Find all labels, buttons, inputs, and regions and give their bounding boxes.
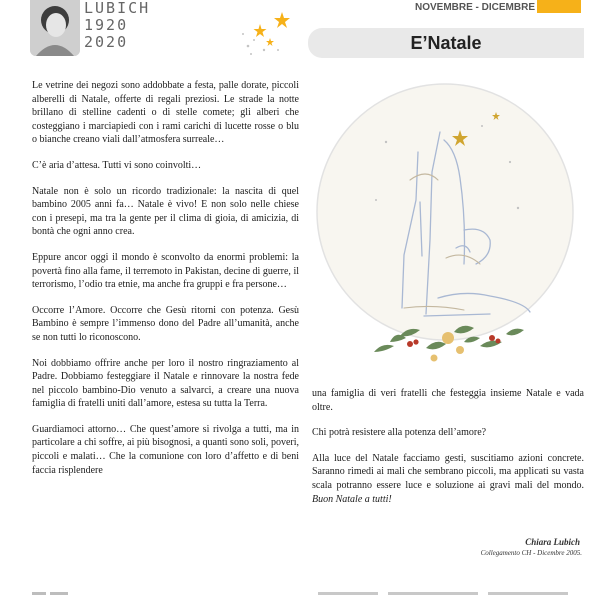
paragraph bbox=[312, 452, 584, 506]
title-bar bbox=[308, 28, 584, 58]
paragraph: Natale non è solo un ricordo tradizionale: la nascita di quel bambino 2005 anni fa… Natale è vivo! E non solo nelle chiese con i presepi, ma tra la gente per il clima di gioia, di amicizia, di bontà che ogni anno crea. bbox=[32, 185, 299, 238]
signature-name: Chiara Lubich bbox=[525, 537, 580, 547]
signature-source: Collegamento CH - Dicembre 2005. bbox=[480, 549, 582, 557]
closing-greeting: Buon Natale a tutti! bbox=[312, 493, 392, 505]
nativity-illustration bbox=[314, 80, 576, 368]
right-column bbox=[312, 387, 584, 518]
next-page-fragment bbox=[318, 591, 584, 597]
paragraph-text: Alla luce del Natale facciamo gesti, suscitiamo azioni concrete. Saranno rimedi ai mali che sembrano piccoli, ma applicati su vasta scala potranno essere luce e soluzione ai gravi mali del mondo. bbox=[312, 452, 584, 491]
month-tab bbox=[537, 0, 581, 13]
issue-month: NOVEMBRE - DICEMBRE bbox=[414, 2, 535, 13]
paragraph: Chi potrà resistere alla potenza dell’amore? bbox=[312, 427, 487, 439]
paragraph: Eppure ancor oggi il mondo è sconvolto da enormi problemi: la povertà fino alla fame, il terremoto in Pakistan, decine di guerre, il terrorismo, l’odio tra etnie, ma anche fra gruppi e fra persone… bbox=[32, 251, 299, 291]
paragraph: una famiglia di veri fratelli che festeggia insieme Natale e vada oltre. bbox=[312, 388, 584, 413]
page-title: E’Natale bbox=[410, 33, 482, 53]
brand-logo: LUBICH 1920 2020 bbox=[84, 0, 151, 51]
page-header bbox=[0, 0, 600, 62]
paragraph: Occorre l’Amore. Occorre che Gesù ritorni con potenza. Gesù Bambino è sempre l’immenso dono del Padre all’umanità, anche se non tutti lo riconoscono. bbox=[32, 304, 299, 343]
stars-decoration bbox=[238, 10, 298, 58]
portrait-photo bbox=[30, 0, 80, 56]
paragraph: Le vetrine dei negozi sono addobbate a festa, palle dorate, piccoli alberelli di Natale, offerte di regali preziosi. Le strade la notte brillano di stelline cadenti o di stelle comete; gli alberi che costeggiano i marciapiedi con i rami carichi di lucette rosse o blu o bianche creano viali dall’atmosfera surreale… bbox=[32, 80, 299, 146]
paragraph: Noi dobbiamo offrire anche per loro il nostro ringraziamento al Padre. Dobbiamo festeggiare il Natale e rinnovare la nostra fede nel piccolo bambino-Dio venuto a salvarci, a creare una nuova famiglia di fratelli uniti dall’amore, estesa su tutta la Terra. bbox=[32, 357, 299, 410]
paragraph: Guardiamoci attorno… Che quest’amore si rivolga a tutti, ma in particolare a chi soffre, ai più bisognosi, a quanti sono soli, poveri, piccoli e malati… Che la comunione con loro d’affetto e di beni faccia risplendere bbox=[32, 423, 299, 476]
left-column bbox=[32, 79, 299, 489]
next-page-fragment bbox=[32, 591, 72, 597]
paragraph: C’è aria d’attesa. Tutti vi sono coinvolti… bbox=[32, 159, 202, 171]
